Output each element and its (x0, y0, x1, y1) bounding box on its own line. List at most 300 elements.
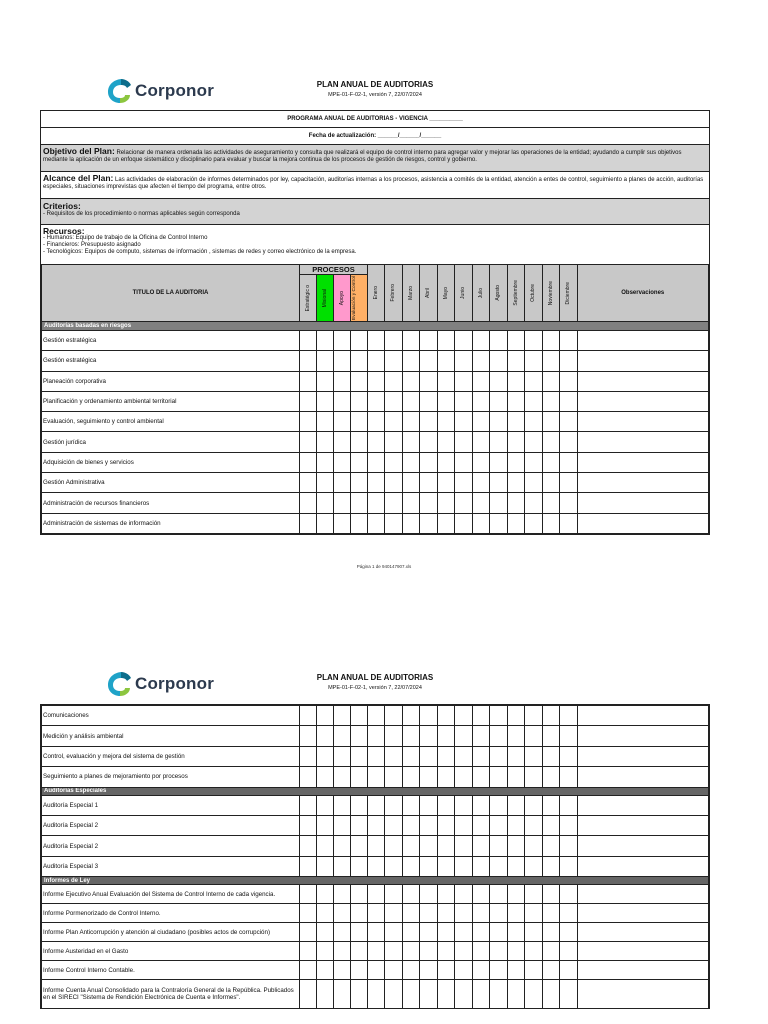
month-cell[interactable] (402, 452, 420, 472)
process-cell[interactable] (317, 452, 334, 472)
process-cell[interactable] (317, 706, 334, 726)
month-cell[interactable] (455, 391, 473, 411)
month-cell[interactable] (455, 856, 473, 876)
month-cell[interactable] (507, 923, 525, 942)
month-cell[interactable] (420, 961, 438, 980)
month-cell[interactable] (560, 432, 578, 452)
month-cell[interactable] (437, 331, 455, 351)
month-cell[interactable] (490, 473, 508, 493)
month-cell[interactable] (507, 351, 525, 371)
month-cell[interactable] (507, 706, 525, 726)
month-cell[interactable] (525, 836, 543, 856)
observations-cell[interactable] (577, 815, 709, 835)
month-cell[interactable] (437, 432, 455, 452)
month-cell[interactable] (542, 371, 560, 391)
month-cell[interactable] (507, 815, 525, 835)
process-cell[interactable] (351, 331, 368, 351)
month-cell[interactable] (560, 885, 578, 904)
month-cell[interactable] (368, 980, 385, 1009)
process-cell[interactable] (317, 746, 334, 766)
month-cell[interactable] (472, 923, 490, 942)
month-cell[interactable] (385, 856, 403, 876)
month-cell[interactable] (420, 432, 438, 452)
process-cell[interactable] (334, 473, 351, 493)
process-cell[interactable] (317, 351, 334, 371)
month-cell[interactable] (490, 961, 508, 980)
process-cell[interactable] (351, 923, 368, 942)
month-cell[interactable] (385, 432, 403, 452)
month-cell[interactable] (385, 815, 403, 835)
month-cell[interactable] (368, 706, 385, 726)
month-cell[interactable] (420, 726, 438, 746)
month-cell[interactable] (490, 391, 508, 411)
observations-cell[interactable] (577, 473, 708, 493)
month-cell[interactable] (490, 746, 508, 766)
month-cell[interactable] (507, 795, 525, 815)
month-cell[interactable] (507, 856, 525, 876)
month-cell[interactable] (472, 513, 490, 533)
month-cell[interactable] (368, 961, 385, 980)
month-cell[interactable] (385, 452, 403, 472)
month-cell[interactable] (402, 493, 420, 513)
month-cell[interactable] (420, 856, 438, 876)
month-cell[interactable] (507, 980, 525, 1009)
month-cell[interactable] (437, 980, 455, 1009)
process-cell[interactable] (334, 836, 351, 856)
month-cell[interactable] (507, 767, 525, 787)
month-cell[interactable] (368, 391, 385, 411)
process-cell[interactable] (351, 856, 368, 876)
month-cell[interactable] (542, 391, 560, 411)
month-cell[interactable] (560, 331, 578, 351)
month-cell[interactable] (402, 815, 420, 835)
month-cell[interactable] (402, 706, 420, 726)
process-cell[interactable] (334, 746, 351, 766)
month-cell[interactable] (525, 452, 543, 472)
month-cell[interactable] (402, 746, 420, 766)
month-cell[interactable] (560, 795, 578, 815)
month-cell[interactable] (525, 923, 543, 942)
month-cell[interactable] (437, 856, 455, 876)
month-cell[interactable] (472, 885, 490, 904)
month-cell[interactable] (420, 746, 438, 766)
month-cell[interactable] (437, 473, 455, 493)
month-cell[interactable] (507, 391, 525, 411)
month-cell[interactable] (507, 432, 525, 452)
observations-cell[interactable] (577, 795, 709, 815)
process-cell[interactable] (334, 856, 351, 876)
month-cell[interactable] (490, 513, 508, 533)
month-cell[interactable] (542, 767, 560, 787)
month-cell[interactable] (455, 513, 473, 533)
month-cell[interactable] (490, 726, 508, 746)
process-cell[interactable] (300, 980, 317, 1009)
month-cell[interactable] (525, 412, 543, 432)
process-cell[interactable] (317, 961, 334, 980)
month-cell[interactable] (490, 351, 508, 371)
observations-cell[interactable] (577, 706, 709, 726)
month-cell[interactable] (437, 767, 455, 787)
process-cell[interactable] (351, 513, 368, 533)
month-cell[interactable] (560, 856, 578, 876)
month-cell[interactable] (402, 795, 420, 815)
month-cell[interactable] (455, 452, 473, 472)
month-cell[interactable] (385, 513, 403, 533)
month-cell[interactable] (490, 331, 508, 351)
month-cell[interactable] (420, 331, 438, 351)
process-cell[interactable] (351, 473, 368, 493)
month-cell[interactable] (525, 331, 543, 351)
month-cell[interactable] (490, 885, 508, 904)
month-cell[interactable] (455, 815, 473, 835)
month-cell[interactable] (420, 980, 438, 1009)
month-cell[interactable] (455, 904, 473, 923)
month-cell[interactable] (385, 885, 403, 904)
month-cell[interactable] (525, 391, 543, 411)
observations-cell[interactable] (577, 980, 709, 1009)
month-cell[interactable] (437, 923, 455, 942)
month-cell[interactable] (560, 473, 578, 493)
month-cell[interactable] (368, 856, 385, 876)
month-cell[interactable] (368, 795, 385, 815)
process-cell[interactable] (351, 391, 368, 411)
process-cell[interactable] (351, 706, 368, 726)
process-cell[interactable] (317, 815, 334, 835)
month-cell[interactable] (472, 493, 490, 513)
observations-cell[interactable] (577, 726, 709, 746)
month-cell[interactable] (402, 351, 420, 371)
month-cell[interactable] (437, 726, 455, 746)
process-cell[interactable] (317, 767, 334, 787)
month-cell[interactable] (525, 432, 543, 452)
month-cell[interactable] (437, 351, 455, 371)
process-cell[interactable] (300, 885, 317, 904)
month-cell[interactable] (472, 726, 490, 746)
month-cell[interactable] (385, 961, 403, 980)
month-cell[interactable] (420, 391, 438, 411)
month-cell[interactable] (385, 706, 403, 726)
month-cell[interactable] (560, 706, 578, 726)
month-cell[interactable] (437, 706, 455, 726)
process-cell[interactable] (317, 856, 334, 876)
month-cell[interactable] (507, 961, 525, 980)
month-cell[interactable] (542, 706, 560, 726)
month-cell[interactable] (437, 815, 455, 835)
month-cell[interactable] (472, 795, 490, 815)
process-cell[interactable] (334, 942, 351, 961)
month-cell[interactable] (490, 815, 508, 835)
month-cell[interactable] (368, 412, 385, 432)
month-cell[interactable] (437, 885, 455, 904)
month-cell[interactable] (385, 980, 403, 1009)
month-cell[interactable] (507, 473, 525, 493)
month-cell[interactable] (368, 923, 385, 942)
month-cell[interactable] (402, 391, 420, 411)
month-cell[interactable] (472, 452, 490, 472)
month-cell[interactable] (525, 980, 543, 1009)
month-cell[interactable] (455, 923, 473, 942)
process-cell[interactable] (300, 391, 317, 411)
month-cell[interactable] (507, 942, 525, 961)
month-cell[interactable] (368, 452, 385, 472)
process-cell[interactable] (334, 432, 351, 452)
month-cell[interactable] (525, 706, 543, 726)
month-cell[interactable] (525, 795, 543, 815)
month-cell[interactable] (525, 942, 543, 961)
month-cell[interactable] (560, 371, 578, 391)
month-cell[interactable] (437, 391, 455, 411)
month-cell[interactable] (560, 351, 578, 371)
month-cell[interactable] (402, 432, 420, 452)
process-cell[interactable] (300, 923, 317, 942)
month-cell[interactable] (455, 726, 473, 746)
process-cell[interactable] (300, 942, 317, 961)
month-cell[interactable] (490, 904, 508, 923)
month-cell[interactable] (420, 371, 438, 391)
month-cell[interactable] (542, 885, 560, 904)
month-cell[interactable] (542, 493, 560, 513)
month-cell[interactable] (402, 856, 420, 876)
month-cell[interactable] (472, 391, 490, 411)
month-cell[interactable] (560, 513, 578, 533)
month-cell[interactable] (385, 795, 403, 815)
process-cell[interactable] (300, 856, 317, 876)
process-cell[interactable] (300, 493, 317, 513)
month-cell[interactable] (542, 856, 560, 876)
month-cell[interactable] (490, 706, 508, 726)
process-cell[interactable] (300, 706, 317, 726)
month-cell[interactable] (455, 836, 473, 856)
month-cell[interactable] (560, 980, 578, 1009)
month-cell[interactable] (490, 795, 508, 815)
process-cell[interactable] (300, 432, 317, 452)
month-cell[interactable] (490, 923, 508, 942)
month-cell[interactable] (525, 746, 543, 766)
month-cell[interactable] (542, 412, 560, 432)
month-cell[interactable] (525, 473, 543, 493)
process-cell[interactable] (334, 331, 351, 351)
observations-cell[interactable] (577, 351, 708, 371)
month-cell[interactable] (420, 493, 438, 513)
month-cell[interactable] (402, 371, 420, 391)
process-cell[interactable] (334, 452, 351, 472)
month-cell[interactable] (420, 923, 438, 942)
month-cell[interactable] (560, 452, 578, 472)
observations-cell[interactable] (577, 923, 709, 942)
month-cell[interactable] (560, 961, 578, 980)
month-cell[interactable] (542, 815, 560, 835)
process-cell[interactable] (334, 351, 351, 371)
observations-cell[interactable] (577, 746, 709, 766)
process-cell[interactable] (351, 371, 368, 391)
month-cell[interactable] (507, 513, 525, 533)
month-cell[interactable] (437, 795, 455, 815)
month-cell[interactable] (385, 331, 403, 351)
month-cell[interactable] (507, 904, 525, 923)
month-cell[interactable] (385, 412, 403, 432)
process-cell[interactable] (351, 836, 368, 856)
process-cell[interactable] (334, 767, 351, 787)
process-cell[interactable] (300, 746, 317, 766)
observations-cell[interactable] (577, 885, 709, 904)
month-cell[interactable] (402, 980, 420, 1009)
month-cell[interactable] (542, 904, 560, 923)
process-cell[interactable] (300, 795, 317, 815)
month-cell[interactable] (525, 767, 543, 787)
month-cell[interactable] (368, 726, 385, 746)
month-cell[interactable] (368, 767, 385, 787)
observations-cell[interactable] (577, 904, 709, 923)
month-cell[interactable] (507, 493, 525, 513)
month-cell[interactable] (455, 961, 473, 980)
month-cell[interactable] (368, 836, 385, 856)
month-cell[interactable] (507, 836, 525, 856)
month-cell[interactable] (560, 767, 578, 787)
month-cell[interactable] (437, 493, 455, 513)
month-cell[interactable] (368, 513, 385, 533)
process-cell[interactable] (300, 473, 317, 493)
process-cell[interactable] (317, 493, 334, 513)
month-cell[interactable] (560, 746, 578, 766)
month-cell[interactable] (420, 473, 438, 493)
month-cell[interactable] (542, 452, 560, 472)
month-cell[interactable] (507, 746, 525, 766)
process-cell[interactable] (317, 726, 334, 746)
month-cell[interactable] (472, 961, 490, 980)
month-cell[interactable] (455, 767, 473, 787)
month-cell[interactable] (455, 746, 473, 766)
month-cell[interactable] (385, 904, 403, 923)
month-cell[interactable] (420, 706, 438, 726)
process-cell[interactable] (300, 726, 317, 746)
month-cell[interactable] (560, 942, 578, 961)
process-cell[interactable] (317, 391, 334, 411)
month-cell[interactable] (385, 473, 403, 493)
observations-cell[interactable] (577, 961, 709, 980)
process-cell[interactable] (334, 904, 351, 923)
month-cell[interactable] (385, 726, 403, 746)
process-cell[interactable] (334, 726, 351, 746)
process-cell[interactable] (334, 391, 351, 411)
process-cell[interactable] (334, 513, 351, 533)
month-cell[interactable] (455, 351, 473, 371)
month-cell[interactable] (560, 726, 578, 746)
month-cell[interactable] (525, 904, 543, 923)
month-cell[interactable] (402, 942, 420, 961)
month-cell[interactable] (437, 961, 455, 980)
process-cell[interactable] (334, 795, 351, 815)
month-cell[interactable] (455, 980, 473, 1009)
month-cell[interactable] (490, 942, 508, 961)
observations-cell[interactable] (577, 767, 709, 787)
month-cell[interactable] (385, 836, 403, 856)
observations-cell[interactable] (577, 493, 708, 513)
process-cell[interactable] (351, 961, 368, 980)
observations-cell[interactable] (577, 331, 708, 351)
month-cell[interactable] (402, 923, 420, 942)
month-cell[interactable] (402, 513, 420, 533)
month-cell[interactable] (472, 856, 490, 876)
process-cell[interactable] (300, 351, 317, 371)
month-cell[interactable] (542, 432, 560, 452)
month-cell[interactable] (385, 942, 403, 961)
month-cell[interactable] (525, 351, 543, 371)
month-cell[interactable] (420, 351, 438, 371)
month-cell[interactable] (368, 351, 385, 371)
process-cell[interactable] (351, 942, 368, 961)
month-cell[interactable] (560, 412, 578, 432)
process-cell[interactable] (300, 371, 317, 391)
month-cell[interactable] (472, 371, 490, 391)
month-cell[interactable] (368, 815, 385, 835)
month-cell[interactable] (542, 351, 560, 371)
month-cell[interactable] (402, 961, 420, 980)
month-cell[interactable] (490, 371, 508, 391)
month-cell[interactable] (560, 923, 578, 942)
month-cell[interactable] (542, 473, 560, 493)
month-cell[interactable] (542, 942, 560, 961)
observations-cell[interactable] (577, 942, 709, 961)
month-cell[interactable] (472, 836, 490, 856)
month-cell[interactable] (385, 391, 403, 411)
process-cell[interactable] (317, 923, 334, 942)
process-cell[interactable] (351, 432, 368, 452)
month-cell[interactable] (560, 391, 578, 411)
observations-cell[interactable] (577, 452, 708, 472)
month-cell[interactable] (560, 904, 578, 923)
process-cell[interactable] (317, 473, 334, 493)
process-cell[interactable] (300, 412, 317, 432)
process-cell[interactable] (334, 885, 351, 904)
month-cell[interactable] (420, 452, 438, 472)
process-cell[interactable] (317, 513, 334, 533)
month-cell[interactable] (525, 513, 543, 533)
month-cell[interactable] (368, 885, 385, 904)
month-cell[interactable] (402, 836, 420, 856)
month-cell[interactable] (472, 473, 490, 493)
month-cell[interactable] (507, 412, 525, 432)
month-cell[interactable] (542, 980, 560, 1009)
month-cell[interactable] (542, 726, 560, 746)
observations-cell[interactable] (577, 856, 709, 876)
month-cell[interactable] (560, 493, 578, 513)
month-cell[interactable] (368, 371, 385, 391)
month-cell[interactable] (490, 856, 508, 876)
process-cell[interactable] (317, 836, 334, 856)
process-cell[interactable] (351, 767, 368, 787)
process-cell[interactable] (300, 961, 317, 980)
process-cell[interactable] (351, 815, 368, 835)
month-cell[interactable] (402, 767, 420, 787)
month-cell[interactable] (542, 331, 560, 351)
month-cell[interactable] (455, 942, 473, 961)
month-cell[interactable] (472, 706, 490, 726)
month-cell[interactable] (542, 746, 560, 766)
month-cell[interactable] (402, 904, 420, 923)
process-cell[interactable] (317, 942, 334, 961)
process-cell[interactable] (300, 904, 317, 923)
process-cell[interactable] (300, 836, 317, 856)
month-cell[interactable] (472, 412, 490, 432)
process-cell[interactable] (351, 795, 368, 815)
month-cell[interactable] (472, 746, 490, 766)
month-cell[interactable] (455, 432, 473, 452)
observations-cell[interactable] (577, 836, 709, 856)
month-cell[interactable] (455, 412, 473, 432)
month-cell[interactable] (525, 961, 543, 980)
process-cell[interactable] (334, 371, 351, 391)
month-cell[interactable] (525, 815, 543, 835)
